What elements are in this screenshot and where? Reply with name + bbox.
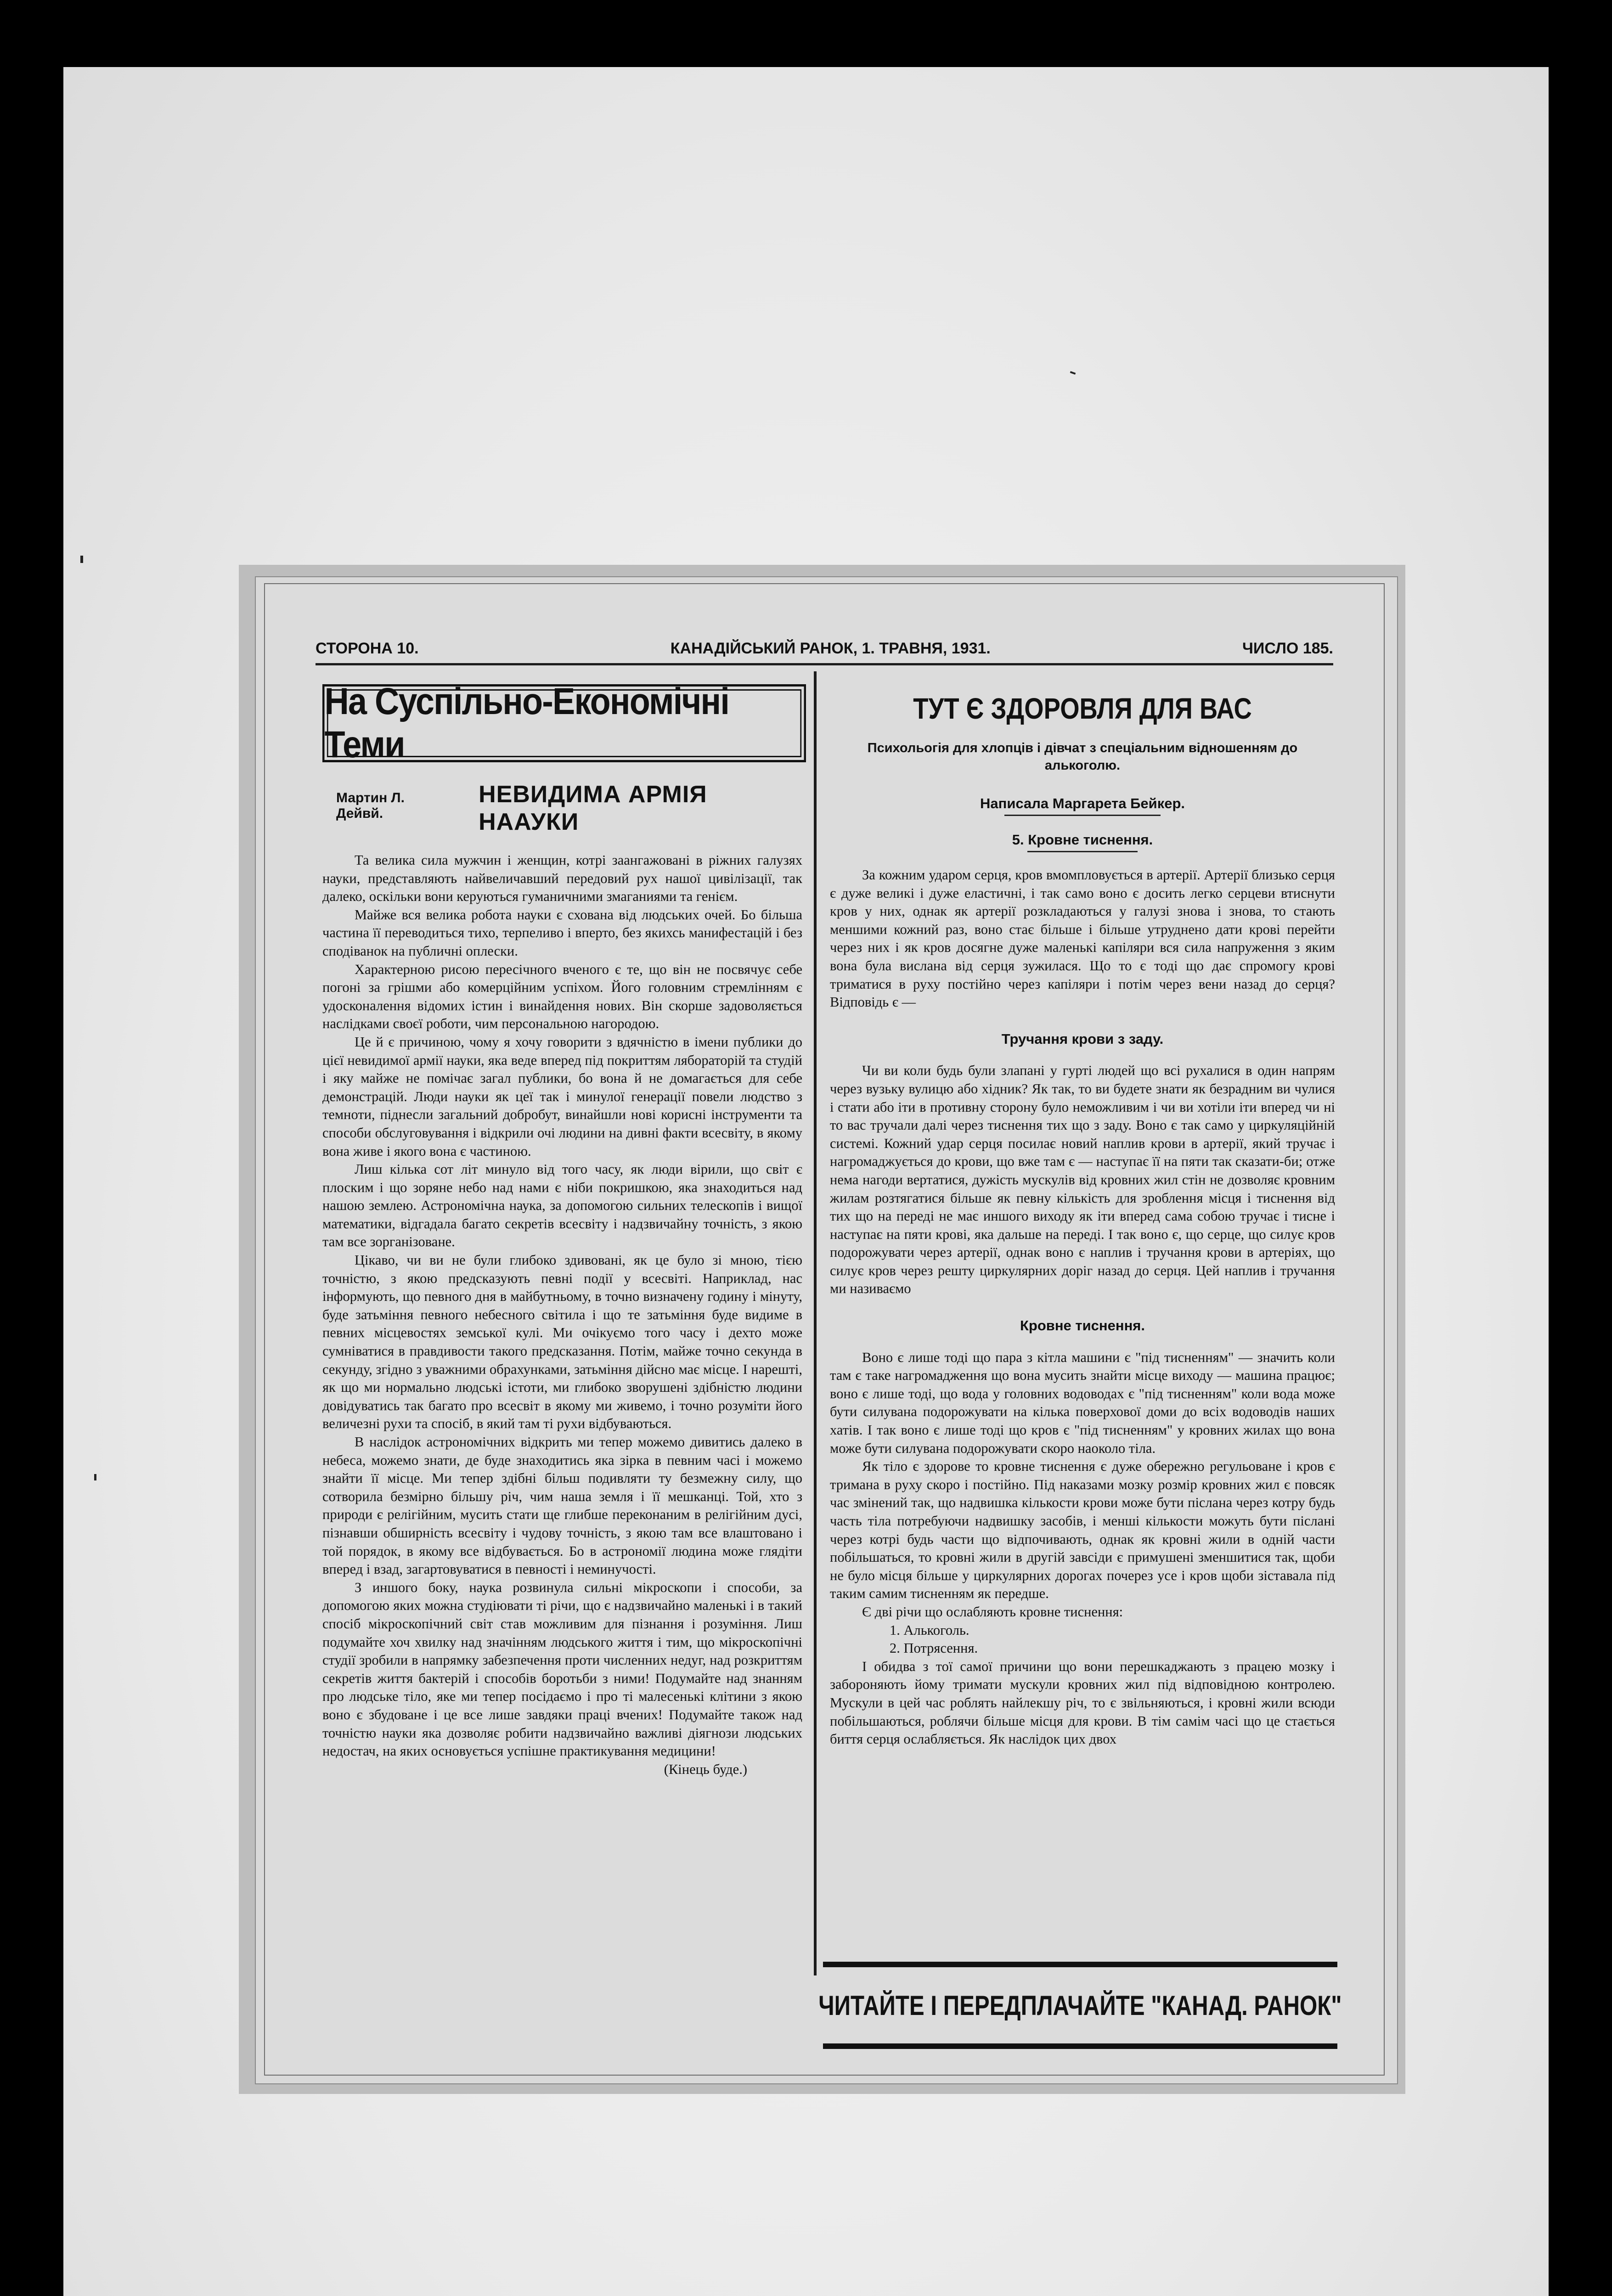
paragraph: Це й є причиною, чому я хочу говорити з вдячністю в імени публики до цієї невидимої армії науки, яка веде вперед під покриттям лябораторій та студій і яку майже не помічає загал публики, бо вона й не домагається для себе демонстрацій. Люди науки як цеї так і минулої генерації повели людство з темноти, піднесли загальний добробут, винайшли нові корисні інструменти та способи обслуговування і відкрили очі людини на дивні факти всесвіту, в якому вона живе і якого вона є частиною. bbox=[322, 1034, 802, 1159]
author-rule bbox=[1004, 815, 1161, 816]
newspaper-page bbox=[264, 583, 1385, 2076]
article-header bbox=[322, 781, 802, 836]
issue-number: ЧИСЛО 185. bbox=[1242, 640, 1333, 657]
article-headline: НЕВИДИМА АРМІЯ НААУКИ bbox=[479, 781, 707, 835]
health-article-subtitle: Психольогія для хлопців і дівчат з спеціальним відношенням до алькоголю. bbox=[867, 741, 1298, 773]
paragraph: Чи ви коли будь були злапані у гурті людей що всі рухалися в один напрям через вузьку вулицю або хідник? Як так, то ви будете знати як безрадним ви чулися і стати або іти в противну сторону було неможливим і чи ви хотіли іти вперед чи ні то вас тручали далі через тиснення тих що з заду. Воно є так само у циркуляційній системі. Кожний удар серця посилає новий наплив крови в артерії, який тручає і нагромаджується до крови, що вже там є — наступає її на пяти так сказати-би; отже нема нагоди вертатися, дужість мускулів від кровних жил стін не дозволяє кровним жилам розтягатися більше як певну кількість для зроблення місця і тиснення від тих що на переді не має иншого виходу як іти вперед сама собою тручає і тисне і наступає на пяти крові, яка дальше на переді. І так воно є, що серце, що силує кров подорожувати через артерії, однак воно є наплив і тручання крови в артеріях, що силує кров через решту циркулярних доріг назад до серця. Цей наплив і тручання ми називаємо bbox=[830, 1063, 1335, 1297]
paragraph: З иншого боку, наука розвинула сильні мікроскопи і способи, за допомогою яких можна студіювати ті річи, що є надзвичайно маленькі і в такий спосіб мікроскопічний світ став можливим для пізнання і розуміння. Лиш подумайте хоч хвилку над значінням людського життя і тим, що мікроскопічні студії зробили в напрямку забезпечення проти численних недуг, над розкриттям секретів життя бактерій і способів боротьби з ними! Подумайте над знанням про людське тіло, яке ми тепер посідаємо і про ті малесенькі клітини з якою воно є збудоване і це все лише завдяки праці вчених! Подумайте також над точністю науки яка дозволяє робити надзвичайно важливі діягнози людських недостач, на яких основується успішне практикування медицини! bbox=[322, 1579, 802, 1759]
ad-text: ЧИТАЙТЕ І ПЕРЕДПЛАЧАЙТЕ "КАНАД. РАНОК" bbox=[818, 1990, 1342, 2021]
paragraph: І обидва з тої самої причини що вони перешкаджають з працею мозку і забороняють йому тримати мускули кровних жил під відповідною контролею. Мускули в цей час роблять найлекшу річ, то є звільняються, і кровні жили всюди побільшаються, роблячи більше місця для крови. В тім самім часі що це стається биття серця ослабляється. Як наслідок цих двох bbox=[830, 1658, 1335, 1747]
left-column bbox=[322, 676, 802, 1778]
article-author: Мартин Л. Дейвй. bbox=[336, 790, 405, 821]
page-number: СТОРОНА 10. bbox=[316, 640, 419, 657]
paragraph: Є дві річи що ослабляють кровне тиснення: bbox=[862, 1604, 1123, 1620]
right-column bbox=[830, 676, 1335, 1749]
masthead-rule bbox=[316, 663, 1333, 665]
health-article-author: Написала Маргарета Бейкер. bbox=[980, 795, 1185, 811]
paragraph: Лиш кілька сот літ минуло від того часу, як люди вірили, що світ є плоским і що зоряне небо над нами є ніби покришкою, яка знаходиться над нашою землею. Астрономічна наука, за допомогою сильних телескопів і вищої математики, відгадала багато секретів всесвіту і надзвичайну точність, з якою там все зорганізоване. bbox=[322, 1161, 802, 1250]
paragraph: Воно є лише тоді що пара з кітла машини є "під тисненням" — значить коли там є таке нагромадження що вона мусить знайти місце виходу — машина працює; воно є лише тоді, що вода у головних водоводах є "під тисненням" коли вода може бути силувана подорожувати на кілька поверхової доми до всіх водоводів наших хатів. І так воно є лише тоді що кров є "під тисненням" у кровних жилах що вона може бути силувана подорожувати скоро наоколо тіла. bbox=[830, 1349, 1335, 1456]
health-article-title: ТУТ Є ЗДОРОВЛЯ ДЛЯ ВАС bbox=[913, 692, 1252, 725]
paragraph: В наслідок астрономічних відкрить ми тепер можемо дивитись далеко в небеса, можемо знати, де буде знаходитись яка зірка в певним часі і можемо знайти її місце. Ми тепер здібні більш подивляти ту безмежну силу, що сотворила безмірно більшу річ, чим наша земля і її мешканці. Той, хто з природи є релігійним, мусить стати ще глибше переконаним в релігійним дусі, пізнавши обширність всесвіту і чудову точність, з якою там все влаштовано і той порядок, в якому все відбувається. Бо в астрономії людина може глядіти вперед і взад, загартовуватися в певності і неминучості. bbox=[322, 1434, 802, 1577]
paragraph: Як тіло є здорове то кровне тиснення є дуже обережно регульоване і кров є тримана в руху скоро і постійно. Під наказами мозку розмір кровних жил є повсяк час змінений так, що надвишка кількости крови може бути післана через котру будь часть тіла потребуючи надвишку засобів, і менші кількости можуть бути післані через котрі будь части що відпочивають, однак як кровні жили в одній части побільшаться, то кровні жили в другій завсіди є примушені зменшитися так, щоби не було місця більше у циркулярних дорогах почерез усе і кров щоби зіставала під таким самим тисненням як передше. bbox=[830, 1458, 1335, 1602]
list bbox=[830, 1621, 1335, 1658]
section-heading: 5. Кровне тиснення. bbox=[1012, 832, 1153, 848]
subheading: Кровне тиснення. bbox=[1020, 1317, 1145, 1334]
article-ending: (Кінець буде.) bbox=[664, 1761, 747, 1777]
section-title: На Суспільно-Економічні Теми bbox=[322, 684, 806, 762]
film-speck bbox=[80, 556, 83, 563]
list-item: 2. Потрясення. bbox=[890, 1640, 978, 1656]
film-speck bbox=[94, 1474, 96, 1480]
subscribe-ad bbox=[818, 1962, 1342, 2049]
subheading: Тручання крови з заду. bbox=[1001, 1030, 1164, 1047]
column-divider bbox=[814, 671, 817, 1975]
paragraph: Характерною рисою пересічного вченого є те, що він не посвячує себе погоні за грішми або комерційним успіхом. Його головним стремлінням є удосконалення відомих істин і винайдення нових. Він скорше задоволяється наслідками своєї роботи, чим персональною нагородою. bbox=[322, 961, 802, 1032]
paragraph: Та велика сила мужчин і женщин, котрі заангажовані в ріжних галузях науки, представляють найвеличавший передовий рух нашої цивілізації, так далеко, оскільки вони керуються гуманичними змаганиями та генієм. bbox=[322, 852, 802, 905]
paragraph: За кожним ударом серця, кров вмомпловується в артерії. Артерії близько серця є дуже великі і дуже еластичні, і так само воно є досить легко серцеви втиснути кров у них, однак як артерії розкладаються у галузі знова і знова, то стають меншими кожний раз, воно стає більше і більше утруднено дати крові перейти через них і як кров досягне дуже маленькі капіляри вся сила напруження з яким вона була вислана від серця зужилася. Що то є тоді що дає спромогу крові триматися в руху постійно через капіляри і потім через вени назад до серця? Відповідь є — bbox=[830, 867, 1335, 1010]
paragraph: Цікаво, чи ви не були глибоко здивовані, як це було зі мною, тією точністю, з якою предсказують певні події у всесвіті. Наприклад, нас інформують, що певного дня в майбутньому, в точно визначену годину і мінуту, буде затьміння певного небесного світила і що те затьміння буде видиме в певних місцевостях земської кулі. Ми очікуємо того часу і дехто може сумніватися в правдивости такого предсказання. Потім, майже точно секунда в секунду, згідно з уважними обрахунками, затьміння дійсно має місце. І нарешті, як що ми нормально людські істоти, ми глибоко зворушені здібністю людини довідуватись так багато про всесвіт в якому ми живемо, і точно розуміти його величезні рухи та спосіб, в який там ті рухи відбуваються. bbox=[322, 1252, 802, 1432]
masthead bbox=[316, 635, 1333, 658]
paper-title-date: КАНАДІЙСЬКИЙ РАНОК, 1. ТРАВНЯ, 1931. bbox=[670, 640, 991, 657]
article-body bbox=[322, 851, 802, 1778]
list-item: 1. Алькоголь. bbox=[890, 1622, 969, 1638]
section-rule bbox=[1027, 851, 1138, 852]
health-article-body bbox=[830, 866, 1335, 1749]
paragraph: Майже вся велика робота науки є схована від людських очей. Бо більша частина її переводиться тихо, терпеливо і вперто, без якихсь манифестацій і без сподіванок на публичні оплески. bbox=[322, 906, 802, 959]
